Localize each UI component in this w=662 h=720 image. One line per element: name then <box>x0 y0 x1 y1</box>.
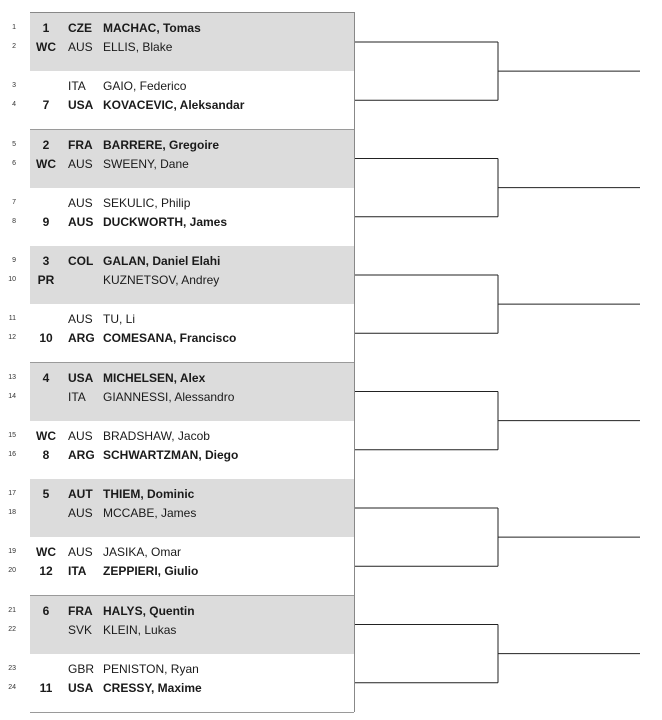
player-seed: 5 <box>42 487 50 501</box>
player-seed: 8 <box>42 447 50 462</box>
player-name: KUZNETSOV, Andrey <box>103 273 220 287</box>
player-seed: 9 <box>42 214 50 229</box>
match-pair-divider <box>30 712 354 713</box>
player-entry <box>8 427 354 445</box>
player-entry <box>12 96 354 114</box>
player-nationality: AUS <box>68 40 93 54</box>
player-entry <box>8 621 354 639</box>
player-entry <box>12 19 354 37</box>
player-seed: 1 <box>42 21 50 35</box>
player-nationality: FRA <box>68 603 93 618</box>
player-nationality: ITA <box>68 79 86 94</box>
draw-position-number: 12 <box>8 334 16 342</box>
player-name: GALAN, Daniel Elahi <box>103 254 221 268</box>
player-nationality: ARG <box>68 331 95 346</box>
draw-position-number: 23 <box>8 664 16 672</box>
player-nationality: ITA <box>68 389 86 404</box>
draw-position-number: 4 <box>12 101 16 109</box>
draw-position-number: 16 <box>8 450 16 458</box>
player-name: MCCABE, James <box>103 506 197 520</box>
player-entry <box>8 602 354 620</box>
draw-position-number: 22 <box>8 625 16 633</box>
player-name: DUCKWORTH, James <box>103 214 228 229</box>
player-nationality: ITA <box>68 564 87 579</box>
draw-position-number: 7 <box>12 198 16 206</box>
player-entry <box>8 504 354 522</box>
player-name: KLEIN, Lukas <box>103 622 177 637</box>
draw-position-number: 8 <box>12 217 16 225</box>
player-name: THIEM, Dominic <box>103 487 195 501</box>
draw-position-number: 15 <box>8 431 16 439</box>
player-seed: WC <box>36 40 56 54</box>
player-name: GIANNESSI, Alessandro <box>103 389 235 404</box>
player-nationality: AUS <box>68 428 93 443</box>
player-entry <box>12 136 354 154</box>
player-name: BRADSHAW, Jacob <box>103 428 210 443</box>
player-name: MACHAC, Tomas <box>103 21 201 35</box>
player-nationality: ARG <box>68 447 95 462</box>
player-nationality: FRA <box>68 137 93 152</box>
player-name: COMESANA, Francisco <box>103 331 237 346</box>
player-entry <box>12 77 354 95</box>
player-seed: WC <box>36 156 56 171</box>
player-entry <box>12 252 354 270</box>
player-seed: 2 <box>42 137 50 152</box>
player-name: KOVACEVIC, Aleksandar <box>103 98 245 113</box>
player-nationality: USA <box>68 680 94 695</box>
draw-position-number: 2 <box>12 43 16 50</box>
player-nationality: AUS <box>68 506 93 520</box>
draw-position-number: 9 <box>12 257 16 264</box>
player-nationality: AUS <box>68 156 93 171</box>
player-name: GAIO, Federico <box>103 79 187 94</box>
player-name: ZEPPIERI, Giulio <box>103 564 199 579</box>
player-nationality: USA <box>68 98 94 113</box>
player-entry <box>8 660 354 678</box>
player-name: HALYS, Quentin <box>103 603 195 618</box>
player-name: SCHWARTZMAN, Diego <box>103 447 239 462</box>
player-name: PENISTON, Ryan <box>103 661 199 676</box>
player-nationality: AUS <box>68 195 93 210</box>
draw-position-number: 13 <box>8 373 16 381</box>
player-seed: WC <box>36 428 56 443</box>
draw-position-number: 14 <box>8 392 16 400</box>
player-entry <box>8 679 354 697</box>
player-name: SWEENY, Dane <box>103 156 189 171</box>
player-name: ELLIS, Blake <box>103 40 173 54</box>
draw-position-number: 19 <box>8 548 16 556</box>
player-entry <box>8 543 354 561</box>
player-seed: 12 <box>39 564 53 579</box>
player-entry <box>8 388 354 406</box>
draw-position-number: 1 <box>12 24 16 31</box>
player-seed: 11 <box>39 680 53 695</box>
player-nationality: COL <box>68 254 94 268</box>
player-nationality: AUS <box>68 214 94 229</box>
player-name: SEKULIC, Philip <box>103 195 191 210</box>
player-entry <box>12 213 354 231</box>
draw-position-number: 3 <box>12 82 16 90</box>
player-seed: WC <box>36 545 56 560</box>
player-entry <box>8 485 354 503</box>
draw-position-number: 10 <box>8 276 16 283</box>
draw-position-number: 17 <box>8 490 16 497</box>
player-nationality: GBR <box>68 661 95 676</box>
player-nationality: USA <box>68 370 94 385</box>
player-nationality: AUS <box>68 312 93 327</box>
player-entry <box>8 329 354 347</box>
draw-position-number: 6 <box>12 159 16 167</box>
player-nationality: CZE <box>68 21 92 35</box>
draw-position-number: 18 <box>8 509 16 516</box>
player-seed: 7 <box>42 98 50 113</box>
draw-position-number: 20 <box>8 567 16 575</box>
player-entry <box>8 310 354 328</box>
draw-position-number: 5 <box>12 140 16 148</box>
player-nationality: AUT <box>68 487 93 501</box>
draw-position-number: 11 <box>8 315 16 323</box>
player-seed: 6 <box>42 603 50 618</box>
player-name: BARRERE, Gregoire <box>103 137 220 152</box>
player-name: TU, Li <box>103 312 136 327</box>
player-entry <box>12 155 354 173</box>
player-seed: 10 <box>39 331 53 346</box>
player-seed: PR <box>37 273 55 287</box>
player-name: MICHELSEN, Alex <box>103 370 206 385</box>
draw-position-number: 21 <box>8 606 16 614</box>
player-name: JASIKA, Omar <box>103 545 182 560</box>
player-entry <box>8 271 354 289</box>
player-seed: 4 <box>42 370 50 385</box>
draw-position-number: 24 <box>8 683 16 691</box>
player-entry <box>8 446 354 464</box>
player-nationality: AUS <box>68 545 93 560</box>
player-name: CRESSY, Maxime <box>103 680 202 695</box>
player-entry <box>8 369 354 387</box>
player-nationality: SVK <box>68 622 93 637</box>
player-seed: 3 <box>42 254 50 268</box>
player-entry <box>12 194 354 212</box>
player-entry <box>8 562 354 580</box>
player-entry <box>12 38 354 56</box>
